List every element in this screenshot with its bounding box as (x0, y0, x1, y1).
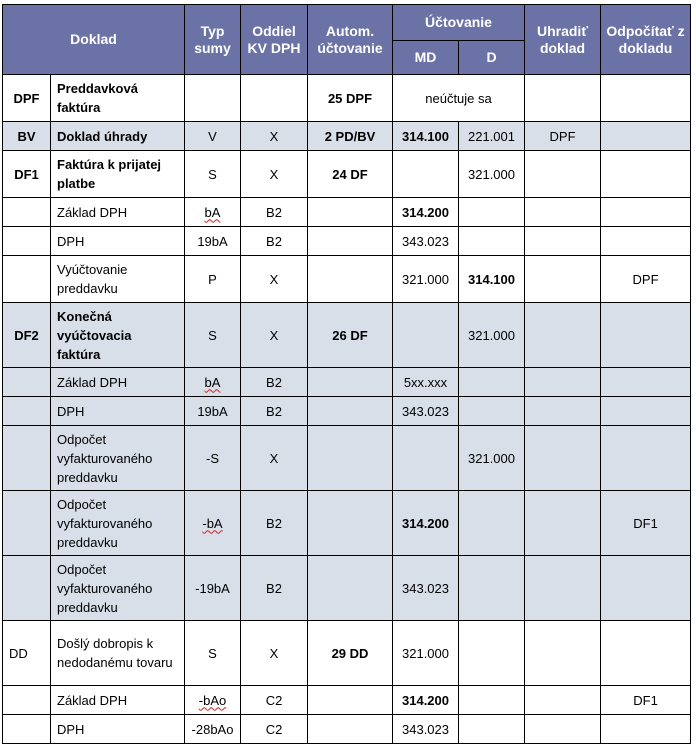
cell-code (3, 491, 51, 556)
cell-oddiel (241, 75, 308, 122)
cell-oddiel: X (241, 621, 308, 686)
cell-typ-sumy: S (185, 621, 241, 686)
cell-uhradit (525, 303, 601, 368)
cell-code (3, 686, 51, 715)
cell-name: DPH (51, 227, 185, 256)
cell-name: Základ DPH (51, 368, 185, 397)
cell-md: 314.100 (393, 122, 459, 151)
cell-odpocitat (601, 303, 691, 368)
cell-uhradit (525, 198, 601, 227)
cell-md: 343.023 (393, 397, 459, 426)
cell-md: 314.200 (393, 198, 459, 227)
cell-autom: 2 PD/BV (308, 122, 393, 151)
cell-code (3, 556, 51, 621)
cell-code (3, 426, 51, 491)
cell-oddiel: X (241, 303, 308, 368)
cell-code (3, 715, 51, 744)
table-row (3, 397, 691, 426)
cell-odpocitat: DF1 (601, 491, 691, 556)
table-row (3, 151, 691, 198)
cell-d (459, 715, 525, 744)
accounting-table (2, 4, 691, 744)
table-row (3, 556, 691, 621)
cell-autom (308, 556, 393, 621)
cell-code: DPF (3, 75, 51, 122)
cell-md: 314.200 (393, 491, 459, 556)
cell-uhradit (525, 556, 601, 621)
cell-typ-sumy: -bA (185, 491, 241, 556)
cell-typ-sumy: P (185, 256, 241, 303)
header-autom-uctovanie: Autom. účtovanie (308, 5, 393, 75)
table-row (3, 122, 691, 151)
cell-uhradit (525, 621, 601, 686)
cell-code (3, 227, 51, 256)
cell-d: 221.001 (459, 122, 525, 151)
cell-code (3, 256, 51, 303)
cell-typ-sumy: S (185, 303, 241, 368)
cell-code (3, 397, 51, 426)
cell-d: 321.000 (459, 426, 525, 491)
table-row (3, 686, 691, 715)
cell-uhradit (525, 151, 601, 198)
cell-name: Doklad úhrady (51, 122, 185, 151)
cell-autom (308, 397, 393, 426)
cell-uhradit (525, 368, 601, 397)
header-uhradit-doklad: Uhradiť doklad (525, 5, 601, 75)
cell-md: 343.023 (393, 556, 459, 621)
cell-md (393, 151, 459, 198)
cell-name: Vyúčtovanie preddavku (51, 256, 185, 303)
cell-autom (308, 426, 393, 491)
cell-typ-sumy: -S (185, 426, 241, 491)
cell-md: 314.200 (393, 686, 459, 715)
cell-oddiel: B2 (241, 227, 308, 256)
table-body (3, 75, 691, 744)
cell-code (3, 198, 51, 227)
cell-name: Preddavková faktúra (51, 75, 185, 122)
cell-typ-sumy: V (185, 122, 241, 151)
cell-autom: 29 DD (308, 621, 393, 686)
cell-oddiel: B2 (241, 491, 308, 556)
cell-autom: 26 DF (308, 303, 393, 368)
cell-uhradit (525, 491, 601, 556)
cell-typ-sumy: bA (185, 198, 241, 227)
cell-typ-sumy: -28bAo (185, 715, 241, 744)
cell-oddiel: B2 (241, 198, 308, 227)
cell-code: DF1 (3, 151, 51, 198)
cell-odpocitat (601, 151, 691, 198)
table-row (3, 227, 691, 256)
cell-autom: 25 DPF (308, 75, 393, 122)
cell-uhradit (525, 75, 601, 122)
cell-uhradit (525, 397, 601, 426)
cell-d (459, 556, 525, 621)
cell-autom (308, 491, 393, 556)
cell-d (459, 227, 525, 256)
header-uctovanie: Účtovanie (393, 5, 525, 41)
cell-oddiel: X (241, 151, 308, 198)
cell-autom (308, 368, 393, 397)
cell-oddiel: B2 (241, 397, 308, 426)
header-doklad: Doklad (3, 5, 185, 75)
cell-uhradit (525, 256, 601, 303)
cell-code: DF2 (3, 303, 51, 368)
cell-d (459, 621, 525, 686)
header-odpocitat-z-dokladu: Odpočítať z dokladu (601, 5, 691, 75)
cell-oddiel: B2 (241, 556, 308, 621)
cell-name: Základ DPH (51, 198, 185, 227)
cell-uhradit (525, 715, 601, 744)
cell-odpocitat: DF1 (601, 686, 691, 715)
table-row (3, 621, 691, 686)
cell-oddiel: X (241, 426, 308, 491)
cell-name: Konečná vyúčtovacia faktúra (51, 303, 185, 368)
cell-uhradit (525, 227, 601, 256)
cell-odpocitat (601, 621, 691, 686)
cell-typ-sumy: 19bA (185, 397, 241, 426)
cell-md (393, 426, 459, 491)
cell-odpocitat (601, 75, 691, 122)
cell-autom (308, 256, 393, 303)
cell-oddiel: X (241, 256, 308, 303)
cell-name: Odpočet vyfakturovaného preddavku (51, 491, 185, 556)
cell-typ-sumy: bA (185, 368, 241, 397)
cell-md: 321.000 (393, 621, 459, 686)
table-row (3, 368, 691, 397)
cell-md: 343.023 (393, 227, 459, 256)
cell-typ-sumy: S (185, 151, 241, 198)
table-row (3, 715, 691, 744)
cell-typ-sumy: -19bA (185, 556, 241, 621)
cell-odpocitat: DPF (601, 256, 691, 303)
cell-oddiel: C2 (241, 715, 308, 744)
cell-name: DPH (51, 715, 185, 744)
cell-odpocitat (601, 368, 691, 397)
cell-odpocitat (601, 198, 691, 227)
cell-d (459, 368, 525, 397)
table-row (3, 256, 691, 303)
table-row (3, 75, 691, 122)
cell-odpocitat (601, 227, 691, 256)
cell-name: Odpočet vyfakturovaného preddavku (51, 426, 185, 491)
cell-md: 5xx.xxx (393, 368, 459, 397)
cell-odpocitat (601, 122, 691, 151)
cell-typ-sumy: -bAo (185, 686, 241, 715)
cell-name: Odpočet vyfakturovaného preddavku (51, 556, 185, 621)
cell-uhradit (525, 686, 601, 715)
cell-odpocitat (601, 426, 691, 491)
cell-name: Došlý dobropis k nedodanému tovaru (51, 621, 185, 686)
table-row (3, 491, 691, 556)
cell-odpocitat (601, 715, 691, 744)
cell-uctovanie: neúčtuje sa (393, 75, 525, 122)
cell-d (459, 198, 525, 227)
cell-name: Základ DPH (51, 686, 185, 715)
cell-d: 314.100 (459, 256, 525, 303)
cell-typ-sumy (185, 75, 241, 122)
cell-code: DD (3, 621, 51, 686)
cell-d (459, 686, 525, 715)
cell-code: BV (3, 122, 51, 151)
cell-d: 321.000 (459, 303, 525, 368)
cell-odpocitat (601, 397, 691, 426)
cell-oddiel: C2 (241, 686, 308, 715)
cell-autom (308, 715, 393, 744)
cell-autom (308, 198, 393, 227)
cell-odpocitat (601, 556, 691, 621)
cell-autom (308, 227, 393, 256)
header-md: MD (393, 41, 459, 75)
cell-uhradit: DPF (525, 122, 601, 151)
cell-code (3, 368, 51, 397)
cell-uhradit (525, 426, 601, 491)
cell-oddiel: X (241, 122, 308, 151)
table-row (3, 426, 691, 491)
cell-oddiel: B2 (241, 368, 308, 397)
cell-md (393, 303, 459, 368)
cell-d (459, 397, 525, 426)
cell-name: Faktúra k prijatej platbe (51, 151, 185, 198)
cell-typ-sumy: 19bA (185, 227, 241, 256)
cell-d: 321.000 (459, 151, 525, 198)
cell-md: 343.023 (393, 715, 459, 744)
cell-name: DPH (51, 397, 185, 426)
header-oddiel-kv-dph: Oddiel KV DPH (241, 5, 308, 75)
header-d: D (459, 41, 525, 75)
cell-md: 321.000 (393, 256, 459, 303)
cell-d (459, 491, 525, 556)
table-row (3, 198, 691, 227)
table-row (3, 303, 691, 368)
cell-autom (308, 686, 393, 715)
cell-autom: 24 DF (308, 151, 393, 198)
header-typ-sumy: Typ sumy (185, 5, 241, 75)
